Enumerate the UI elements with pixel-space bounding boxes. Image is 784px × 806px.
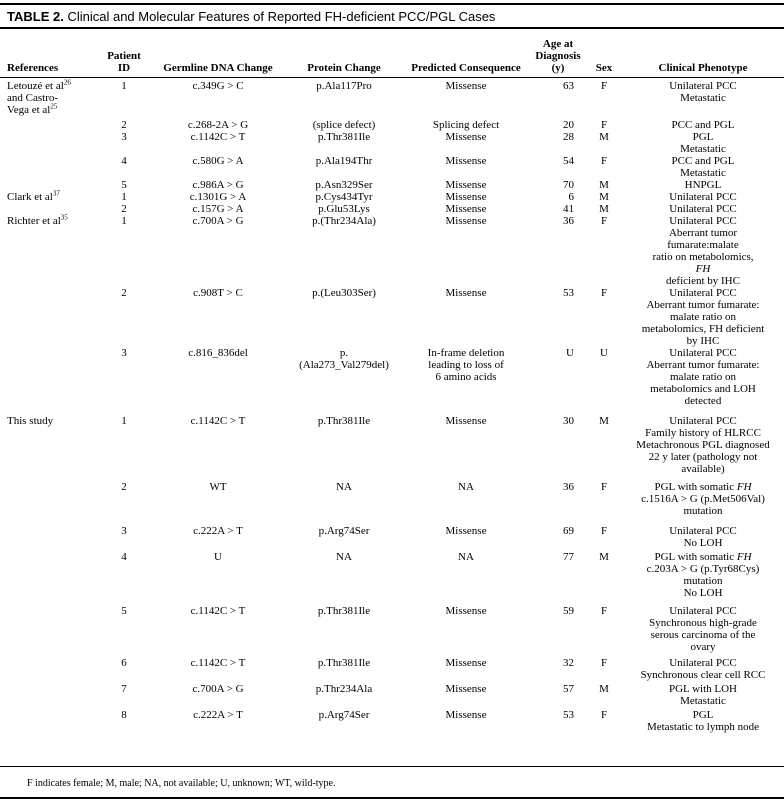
reference-superscript: 26	[63, 77, 71, 86]
cell-protein: p.(Leu303Ser)	[312, 287, 376, 299]
header-references: References	[0, 30, 98, 77]
cell-protein: p.Arg74Ser	[318, 525, 370, 537]
cell-germline: c.816_836del	[188, 347, 248, 359]
cell-germline: c.349G > C	[192, 79, 244, 92]
cell-protein: p.Thr381Ile	[317, 657, 371, 669]
table-row	[0, 215, 784, 287]
cell-consequence: Missense	[445, 415, 487, 427]
cell-protein: NA	[336, 551, 352, 563]
cell-consequence: NA	[458, 481, 474, 493]
cell-reference	[0, 203, 98, 215]
cell-reference: Clark et $al^{37}$	[7, 189, 60, 203]
cell-reference	[0, 131, 98, 155]
cell-germline: c.1142C > T	[190, 415, 246, 427]
cell-sex: F	[600, 79, 608, 92]
cell-germline: c.268-2A > G	[187, 119, 249, 131]
cell-age: 59	[563, 605, 574, 617]
cell-germline: c.1301G > A	[189, 191, 247, 203]
cell-phenotype: PGL Metastatic	[680, 131, 726, 155]
cell-phenotype: PCC and PGL Metastatic	[671, 155, 735, 179]
table-row	[0, 179, 784, 191]
cell-reference	[0, 683, 98, 709]
cell-reference	[0, 657, 98, 683]
table-row	[0, 709, 784, 735]
cell-consequence: Missense	[445, 203, 487, 215]
cell-sex: M	[599, 131, 609, 143]
cell-reference: Richter et $al^{35}$	[7, 213, 68, 227]
cell-germline: c.1142C > T	[190, 131, 246, 143]
cell-protein: NA	[336, 481, 352, 493]
cell-age: 20	[563, 119, 574, 131]
cell-patient-id: 1	[121, 191, 127, 203]
cell-patient-id: 3	[121, 131, 127, 143]
cell-consequence: Missense	[445, 215, 487, 227]
cell-phenotype: PGL with somatic FH c.203A > G (p.Tyr68Cys) mutation No LOH	[646, 551, 760, 599]
cell-germline: c.580G > A	[192, 155, 244, 167]
cell-consequence: In-frame deletion leading to loss of 6 amino acids	[427, 347, 505, 383]
table-row	[0, 77, 784, 119]
cell-sex: F	[600, 657, 608, 669]
cell-phenotype: Unilateral PCC Aberrant tumor fumarate: malate ratio on metabolomics, FH deficient by IHC	[641, 287, 765, 347]
cell-consequence: NA	[458, 551, 474, 563]
cell-sex: F	[600, 525, 608, 537]
cell-germline: WT	[209, 481, 227, 493]
cell-patient-id: 2	[121, 203, 127, 215]
cell-protein: (splice defect)	[312, 119, 376, 131]
cell-reference	[0, 287, 98, 347]
cell-consequence: Missense	[445, 657, 487, 669]
cell-consequence: Missense	[445, 179, 487, 191]
table-row	[0, 525, 784, 551]
cell-age: 53	[563, 709, 574, 721]
cell-germline: U	[214, 551, 222, 563]
table-row	[0, 551, 784, 605]
table-row	[0, 287, 784, 347]
cell-reference	[0, 119, 98, 131]
cell-age: 28	[563, 131, 574, 143]
cell-patient-id: 4	[121, 155, 127, 167]
cell-phenotype: Unilateral PCC Aberrant tumor fumarate:malate ratio on metabolomics, FH deficient by IHC	[652, 215, 754, 287]
cell-age: 6	[568, 191, 574, 203]
footnote: F indicates female; M, male; NA, not available; U, unknown; WT, wild-type.	[27, 778, 336, 789]
cell-phenotype: PGL with LOH Metastatic	[668, 683, 738, 707]
cell-reference	[0, 709, 98, 735]
cell-protein: p. (Ala273_Val279del)	[299, 347, 389, 371]
cell-phenotype: Unilateral PCC Aberrant tumor fumarate: malate ratio on metabolomics and LOH detected	[646, 347, 760, 407]
bottom-rule	[0, 797, 784, 799]
cell-patient-id: 2	[121, 287, 127, 299]
cell-consequence: Missense	[445, 287, 487, 299]
top-rule	[0, 3, 784, 5]
cell-patient-id: 3	[121, 525, 127, 537]
cell-consequence: Missense	[445, 79, 487, 92]
cell-patient-id: 1	[121, 415, 127, 427]
cell-protein: p.Thr381Ile	[317, 415, 371, 427]
cell-age: 77	[563, 551, 574, 563]
header-phenotype: Clinical Phenotype	[622, 30, 784, 77]
cell-protein: p.Glu53Lys	[318, 203, 370, 215]
cell-age: 41	[563, 203, 574, 215]
cell-phenotype: Unilateral PCC Synchronous high-grade serous carcinoma of the ovary	[649, 605, 757, 653]
cell-protein: p.Arg74Ser	[318, 709, 370, 721]
cell-sex: M	[599, 191, 609, 203]
cell-patient-id: 6	[121, 657, 127, 669]
table-row	[0, 481, 784, 525]
header-germline: Germline DNA Change	[150, 30, 286, 77]
cell-sex: M	[599, 551, 609, 563]
table-row	[0, 605, 784, 657]
cell-germline: c.1142C > T	[190, 657, 246, 669]
cell-protein: p.Ala117Pro	[316, 79, 372, 92]
table-label: TABLE 2.	[7, 9, 64, 24]
table-bottom-rule	[0, 766, 784, 767]
cell-sex: F	[600, 605, 608, 617]
cell-age: 70	[563, 179, 574, 191]
cell-germline: c.222A > T	[193, 709, 243, 721]
cell-reference	[0, 605, 98, 657]
header-row	[0, 30, 784, 77]
header-protein: Protein Change	[286, 30, 402, 77]
cell-protein: p.(Thr234Ala)	[312, 215, 376, 227]
cell-sex: F	[600, 709, 608, 721]
cell-age: 54	[563, 155, 574, 167]
cell-germline: c.986A > G	[192, 179, 244, 191]
cell-germline: c.700A > G	[192, 683, 244, 695]
cell-consequence: Missense	[445, 155, 487, 167]
cell-protein: p.Thr381Ile	[317, 605, 371, 617]
cell-patient-id: 5	[121, 605, 127, 617]
cell-phenotype: PCC and PGL	[671, 119, 735, 131]
cell-sex: M	[599, 203, 609, 215]
table-row	[0, 191, 784, 203]
table-row	[0, 131, 784, 155]
table-row	[0, 683, 784, 709]
cell-consequence: Missense	[445, 131, 487, 143]
cell-patient-id: 2	[121, 481, 127, 493]
cell-consequence: Splicing defect	[432, 119, 500, 131]
cell-consequence: Missense	[445, 709, 487, 721]
cell-patient-id: 7	[121, 683, 127, 695]
cell-germline: c.222A > T	[193, 525, 243, 537]
cell-reference	[0, 551, 98, 605]
cell-age: U	[566, 347, 574, 359]
cell-age: 53	[563, 287, 574, 299]
cell-patient-id: 1	[121, 215, 127, 227]
cell-phenotype: HNPGL	[684, 179, 722, 191]
table-caption	[7, 9, 495, 24]
table-row	[0, 657, 784, 683]
cell-age: 30	[563, 415, 574, 427]
cell-protein: p.Thr381Ile	[317, 131, 371, 143]
cell-germline: c.908T > C	[193, 287, 243, 299]
cell-reference	[0, 481, 98, 525]
cell-age: 69	[563, 525, 574, 537]
table-row	[0, 119, 784, 131]
cell-patient-id: 5	[121, 179, 127, 191]
cell-protein: p.Asn329Ser	[315, 179, 373, 191]
cell-phenotype: PGL Metastatic to lymph node	[646, 709, 760, 733]
header-sex: Sex	[586, 30, 622, 77]
cell-age: 32	[563, 657, 574, 669]
cell-patient-id: 8	[121, 709, 127, 721]
cell-phenotype: Unilateral PCC Metastatic	[669, 79, 737, 104]
header-age: Age at Diagnosis (y)	[530, 30, 586, 77]
header-consequence: Predicted Consequence	[402, 30, 530, 77]
cell-sex: F	[600, 155, 608, 167]
cell-germline: c.1142C > T	[190, 605, 246, 617]
cell-consequence: Missense	[445, 191, 487, 203]
cell-age: 36	[563, 481, 574, 493]
features-table	[0, 30, 784, 735]
cell-protein: p.Ala194Thr	[315, 155, 373, 167]
cell-phenotype: Unilateral PCC Synchronous clear cell RCC	[640, 657, 766, 681]
gene-symbol: FH	[695, 263, 711, 275]
cell-patient-id: 3	[121, 347, 127, 359]
cell-reference: This study	[7, 415, 54, 427]
cell-sex: M	[599, 179, 609, 191]
cell-germline: c.700A > G	[192, 215, 244, 227]
cell-sex: M	[599, 415, 609, 427]
cell-sex: F	[600, 481, 608, 493]
table-row	[0, 203, 784, 215]
caption-rule	[0, 27, 784, 29]
cell-age: 63	[563, 79, 574, 92]
cell-sex: M	[599, 683, 609, 695]
cell-phenotype: Unilateral PCC	[669, 191, 737, 203]
table-title: Clinical and Molecular Features of Reported FH-deficient PCC/PGL Cases	[67, 9, 496, 24]
cell-germline: c.157G > A	[192, 203, 244, 215]
cell-age: 57	[563, 683, 574, 695]
cell-patient-id: 1	[121, 79, 127, 92]
cell-reference	[0, 347, 98, 415]
cell-sex: U	[600, 347, 608, 359]
table-body	[0, 77, 784, 735]
table-row	[0, 155, 784, 179]
cell-sex: F	[600, 119, 608, 131]
cell-sex: F	[600, 215, 608, 227]
cell-patient-id: 4	[121, 551, 127, 563]
gene-symbol: FH	[736, 481, 752, 493]
cell-phenotype: Unilateral PCC	[669, 203, 737, 215]
cell-consequence: Missense	[445, 605, 487, 617]
cell-phenotype: Unilateral PCC No LOH	[669, 525, 737, 549]
reference-superscript: 37	[52, 189, 60, 198]
cell-reference	[0, 525, 98, 551]
cell-protein: p.Thr234Ala	[315, 683, 373, 695]
cell-reference: Letouzé et $al^{26}$ and Castro- Vega et $al^{25}$	[7, 77, 71, 116]
header-patient-id: Patient ID	[98, 30, 150, 77]
cell-sex: F	[600, 287, 608, 299]
gene-symbol: FH	[736, 551, 752, 563]
cell-reference	[0, 179, 98, 191]
table-row	[0, 415, 784, 481]
cell-consequence: Missense	[445, 525, 487, 537]
table-row	[0, 347, 784, 415]
reference-superscript: 35	[60, 213, 68, 222]
cell-protein: p.Cys434Tyr	[315, 191, 373, 203]
cell-phenotype: PGL with somatic FH c.1516A > G (p.Met506Val) mutation	[641, 481, 765, 517]
cell-patient-id: 2	[121, 119, 127, 131]
cell-phenotype: Unilateral PCC Family history of HLRCC Metachronous PGL diagnosed 22 y later (pathology not available)	[636, 415, 770, 475]
cell-age: 36	[563, 215, 574, 227]
reference-superscript: 25	[50, 101, 58, 110]
cell-reference	[0, 155, 98, 179]
cell-consequence: Missense	[445, 683, 487, 695]
